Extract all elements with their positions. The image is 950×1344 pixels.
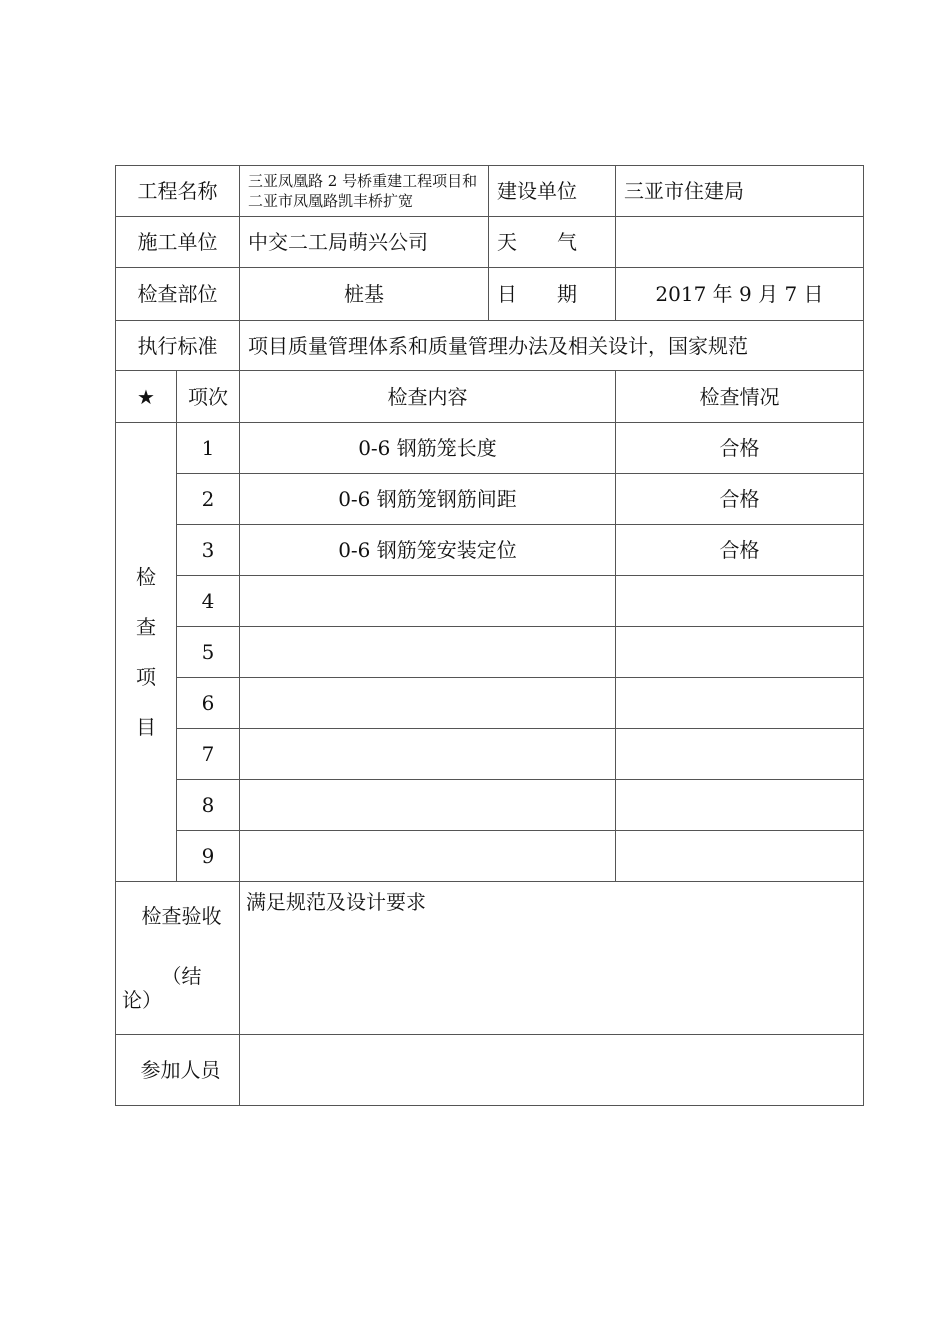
location-value: 桩基 xyxy=(240,268,489,321)
inspection-form xyxy=(115,165,864,1106)
item-index: 6 xyxy=(177,678,240,729)
item-content: 0-6 钢筋笼安装定位 xyxy=(240,525,616,576)
location-label: 检查部位 xyxy=(116,268,240,321)
index-header: 项次 xyxy=(177,371,240,423)
conclusion-label-line: 检查验收 xyxy=(141,904,222,928)
weather-value xyxy=(616,217,864,268)
table-row xyxy=(116,729,864,780)
row-conclusion xyxy=(116,882,864,1035)
item-content: 0-6 钢筋笼钢筋间距 xyxy=(240,474,616,525)
item-result xyxy=(616,627,864,678)
row-location xyxy=(116,268,864,321)
star-icon: ★ xyxy=(116,371,177,423)
item-index: 4 xyxy=(177,576,240,627)
item-index: 5 xyxy=(177,627,240,678)
table-row xyxy=(116,474,864,525)
table-row xyxy=(116,525,864,576)
item-content xyxy=(240,678,616,729)
participants-value xyxy=(240,1035,864,1106)
section-label-char: 项 xyxy=(136,665,156,689)
project-name-label: 工程名称 xyxy=(116,166,240,217)
content-header: 检查内容 xyxy=(240,371,616,423)
section-label-char: 检 xyxy=(136,565,156,589)
item-index: 2 xyxy=(177,474,240,525)
conclusion-label xyxy=(116,882,240,1035)
item-result xyxy=(616,780,864,831)
item-index: 9 xyxy=(177,831,240,882)
owner-label: 建设单位 xyxy=(489,166,616,217)
item-result: 合格 xyxy=(616,525,864,576)
table-row xyxy=(116,678,864,729)
item-result xyxy=(616,831,864,882)
row-contractor xyxy=(116,217,864,268)
item-index: 1 xyxy=(177,423,240,474)
row-column-headers xyxy=(116,371,864,423)
row-project xyxy=(116,166,864,217)
result-header: 检查情况 xyxy=(616,371,864,423)
item-result xyxy=(616,576,864,627)
table-row xyxy=(116,576,864,627)
item-content xyxy=(240,831,616,882)
table-row xyxy=(116,780,864,831)
project-name-value: 三亚凤凰路 2 号桥重建工程项目和二亚市凤凰路凯丰桥扩宽 xyxy=(240,166,489,217)
participants-label: 参加人员 xyxy=(116,1035,240,1106)
section-label xyxy=(116,423,177,882)
item-content xyxy=(240,780,616,831)
date-label: 日 期 xyxy=(489,268,616,321)
section-label-char: 查 xyxy=(136,615,156,639)
owner-value: 三亚市住建局 xyxy=(616,166,864,217)
item-content xyxy=(240,729,616,780)
weather-label: 天 气 xyxy=(489,217,616,268)
item-result xyxy=(616,729,864,780)
item-content xyxy=(240,576,616,627)
item-result: 合格 xyxy=(616,474,864,525)
contractor-label: 施工单位 xyxy=(116,217,240,268)
conclusion-label-line: 论） xyxy=(122,988,162,1012)
row-standard xyxy=(116,321,864,371)
table-row xyxy=(116,831,864,882)
item-index: 3 xyxy=(177,525,240,576)
item-content xyxy=(240,627,616,678)
date-value: 2017 年 9 月 7 日 xyxy=(616,268,864,321)
item-content: 0-6 钢筋笼长度 xyxy=(240,423,616,474)
item-index: 7 xyxy=(177,729,240,780)
conclusion-label-line: （结 xyxy=(161,964,202,988)
conclusion-value: 满足规范及设计要求 xyxy=(240,882,864,1035)
standard-label: 执行标准 xyxy=(116,321,240,371)
item-result xyxy=(616,678,864,729)
section-label-char: 目 xyxy=(136,715,156,739)
item-result: 合格 xyxy=(616,423,864,474)
table-row xyxy=(116,627,864,678)
contractor-value: 中交二工局萌兴公司 xyxy=(240,217,489,268)
standard-value: 项目质量管理体系和质量管理办法及相关设计，国家规范 xyxy=(240,321,864,371)
row-participants xyxy=(116,1035,864,1106)
item-index: 8 xyxy=(177,780,240,831)
table-row xyxy=(116,423,864,474)
